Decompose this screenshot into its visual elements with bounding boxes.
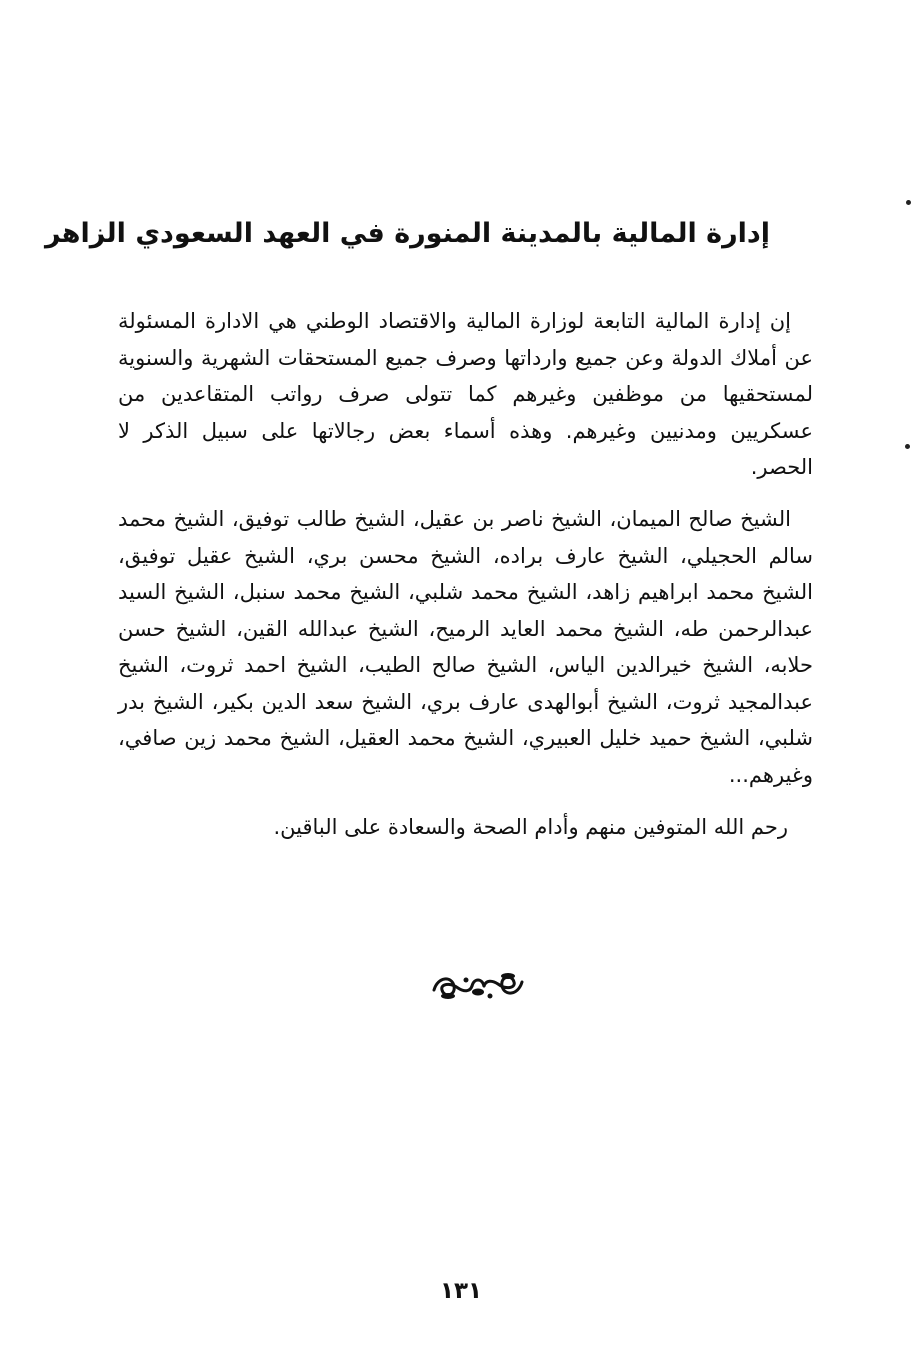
paragraph-intro: إن إدارة المالية التابعة لوزارة المالية والاقتصاد الوطني هي الادارة المسئولة عن أملاك الدولة وعن جميع وارداتها وصرف جميع المستحقات الشهرية والسنوية لمستحقيها من موظفين وغيرهم كما تتولى صرف رواتب المتقاعدين من عسكريين ومدنيين وغيرهم. وهذه أسماء بعض رجالاتها على سبيل الذكر لا الحصر.: [118, 309, 813, 479]
paragraph-closing: رحم الله المتوفين منهم وأدام الصحة والسعادة على الباقين.: [273, 815, 788, 839]
paragraph-names: الشيخ صالح الميمان، الشيخ ناصر بن عقيل، الشيخ طالب توفيق، الشيخ محمد سالم الحجيلي، الشيخ عارف براده، الشيخ محسن بري، الشيخ عقيل توفيق، الشيخ محمد ابراهيم زاهد، الشيخ محمد شلبي، الشيخ محمد سنبل، الشيخ السيد عبدالرحمن طه، الشيخ محمد العايد الرميح، الشيخ عبدالله القين، الشيخ حسن حلابه، الشيخ خيرالدين الياس، الشيخ صالح الطيب، الشيخ احمد ثروت، الشيخ عبدالمجيد ثروت، الشيخ أبوالهدى عارف بري، الشيخ سعد الدين بكير، الشيخ بدر شلبي، الشيخ حميد خليل العبيري، الشيخ محمد العقيل، الشيخ محمد زين صافي، وغيرهم...: [118, 507, 813, 787]
page-title: إدارة المالية بالمدينة المنورة في العهد السعودي الزاهر: [44, 218, 770, 250]
floral-ornament-icon: [428, 966, 528, 1006]
page-number: ١٣١: [439, 1278, 483, 1304]
margin-mark: [905, 444, 910, 449]
margin-mark: [906, 200, 911, 205]
